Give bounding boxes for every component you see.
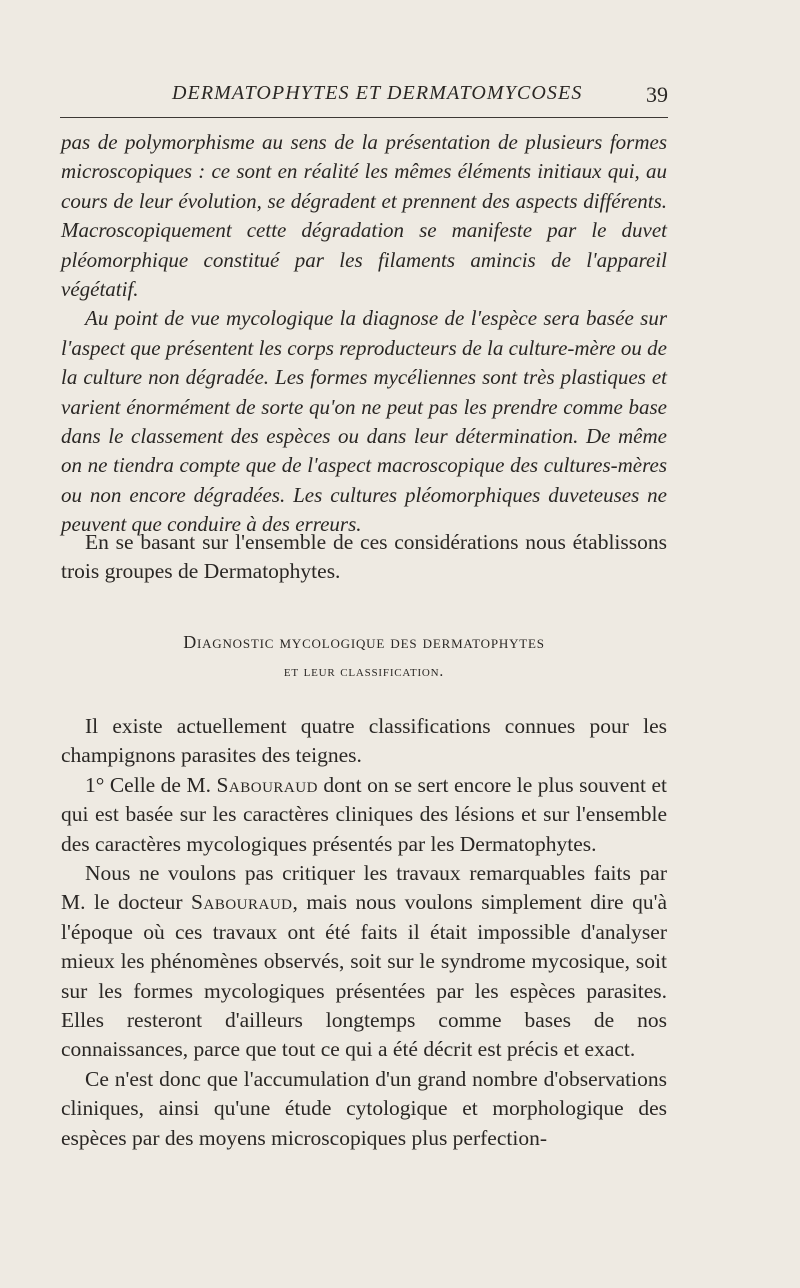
running-title: DERMATOPHYTES ET DERMATOMYCOSES	[172, 82, 583, 104]
body-paragraph-1: Il existe actuellement quatre classifications connues pour les champignons parasites des teignes.	[61, 714, 667, 768]
running-head	[62, 82, 668, 112]
italic-paragraph-2: Au point de vue mycologique la diagnose de l'espèce sera basée sur l'aspect que présentent les corps reproducteurs de la culture-mère ou de la culture non dégradée. Les formes mycéliennes sont très plastiques et varient énormément de sorte qu'on ne peut pas les prendre comme base dans le classement des espèces ou dans leur détermination. De même on ne tiendra compte que de l'aspect macroscopique des cultures-mères ou non encore dégradées. Les cultures pléomorphiques duveteuses ne peuvent que conduire à des erreurs.	[61, 306, 667, 537]
header-rule	[60, 117, 668, 118]
body-paragraph-3	[61, 859, 667, 1065]
body-paragraph-3-suffix: , mais nous voulons simplement dire qu'à l'époque où ces travaux ont été faits il était impossible d'analyser mieux les phénomènes observés, soit sur le syndrome mycosique, soit sur les formes mycologiques présentées par les espèces parasites. Elles resteront d'ailleurs longtemps comme bases de nos connaissances, parce que tout ce qui a été décrit est précis et exact.	[61, 890, 667, 1062]
body-paragraph-3-prefix: Nous ne voulons pas critiquer les travaux remarquables faits par M. le docteur	[61, 861, 667, 915]
intro-paragraph: En se basant sur l'ensemble de ces considérations nous établissons trois groupes de Dermatophytes.	[61, 530, 667, 584]
italic-paragraph-1: pas de polymorphisme au sens de la présentation de plusieurs formes microscopiques : ce sont en réalité les mêmes éléments initiaux qui, au cours de leur évolution, se dégradent et prennent des aspects différents. Macroscopiquement cette dégradation se manifeste par le duvet pléomorphique constitué par les filaments amincis de l'appareil végétatif.	[61, 130, 667, 302]
section-heading-line-1: Diagnostic mycologique des dermatophytes	[183, 632, 545, 652]
body-paragraph-2	[61, 771, 667, 859]
body-paragraph-4: Ce n'est donc que l'accumulation d'un grand nombre d'observations cliniques, ainsi qu'une étude cytologique et morphologique des espèces par des moyens microscopiques plus perfection-	[61, 1066, 667, 1150]
italic-text-block	[61, 128, 667, 540]
section-heading	[61, 627, 667, 687]
intro-block	[61, 528, 667, 587]
body-paragraph-2-prefix: 1° Celle de M.	[85, 772, 217, 797]
body-paragraph-2-suffix: dont on se sert encore le plus souvent et qui est basée sur les caractères cliniques des lésions et sur l'ensemble des caractères mycologiques présentés par les Dermatophytes.	[61, 772, 667, 856]
body-text-block	[61, 712, 667, 1153]
section-heading-line-2: et leur classification.	[283, 663, 445, 680]
author-name: Sabouraud	[191, 890, 293, 915]
author-name: Sabouraud	[216, 772, 318, 797]
page-number: 39	[646, 82, 668, 107]
